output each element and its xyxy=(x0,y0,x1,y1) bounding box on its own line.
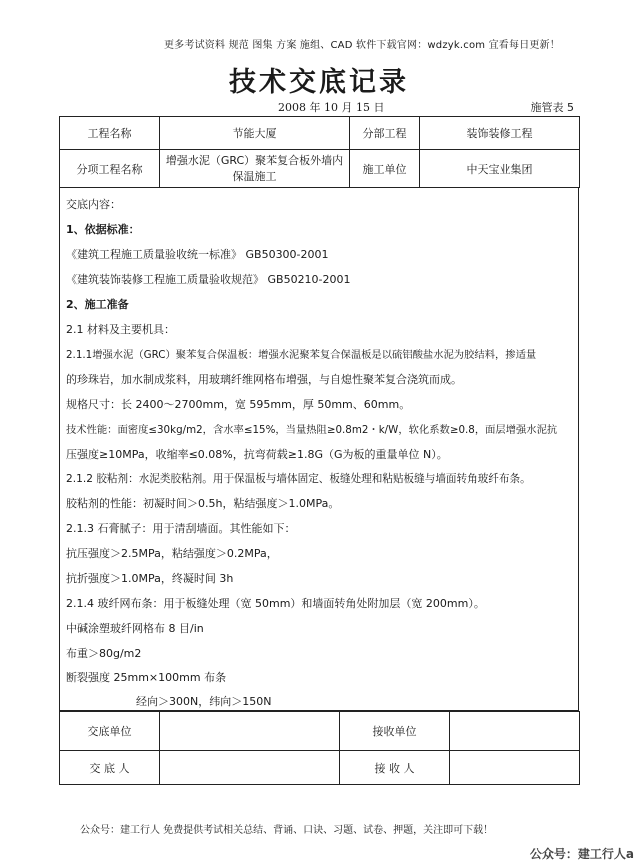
receiver-person-label: 接 收 人 xyxy=(340,751,450,785)
para-2-1-1-line-1: 2.1.1增强水泥（GRC）聚苯复合保温板：增强水泥聚苯复合保温板是以硫铝酸盐水泥为胶结料，掺适量 xyxy=(66,349,537,361)
watermark: 公众号：建工行人a xyxy=(529,847,634,861)
unit-label: 施工单位 xyxy=(350,150,420,188)
mesh-warp-weft: 经向＞300N，纬向＞150N xyxy=(136,695,272,708)
receiver-person-value[interactable] xyxy=(450,751,580,785)
para-2-1-2: 2.1.2 胶粘剂：水泥类胶粘剂。用于保温板与墙体固定、板缝处理和粘贴板缝与墙面转角玻纤布条。 xyxy=(66,473,531,485)
project-label: 工程名称 xyxy=(60,117,160,150)
item-value-line-1: 增强水泥（GRC）聚苯复合板外墙内 xyxy=(165,153,344,167)
para-2-1-3: 2.1.3 石膏腻子：用于清刮墙面。其性能如下： xyxy=(66,522,296,535)
receiver-unit-label: 接收单位 xyxy=(340,712,450,751)
handover-unit-label: 交底单位 xyxy=(60,712,160,751)
handover-person-label: 交 底 人 xyxy=(60,751,160,785)
top-note: 更多考试资料 规范 图集 方案 施组、CAD 软件下载官网：wdzyk.com 宜看每日更新！ xyxy=(163,40,560,51)
mesh-weight: 布重＞80g/m2 xyxy=(66,647,142,660)
sub-project-value: 装饰装修工程 xyxy=(420,117,580,150)
unit-value: 中天宝业集团 xyxy=(420,150,580,188)
signature-table xyxy=(59,711,580,785)
receiver-unit-value[interactable] xyxy=(450,712,580,751)
putty-strength-2: 抗折强度＞1.0MPa，终凝时间 3h xyxy=(66,572,234,585)
document-title: 技术交底记录 xyxy=(229,67,409,98)
content-block xyxy=(59,187,579,711)
tech-performance-line-1: 技术性能：面密度≤30kg/m2，含水率≤15%，当量热阻≥0.8m2・k/W，软化系数≥0.8，面层增强水泥抗 xyxy=(66,424,558,436)
section-1-title: 1、依据标准： xyxy=(66,223,140,236)
section-2-title: 2、施工准备 xyxy=(66,298,129,311)
standard-2: 《建筑装饰装修工程施工质量验收规范》 GB50210-2001 xyxy=(66,273,351,286)
tech-performance-line-2: 压强度≥10MPa，收缩率≤0.08%，抗弯荷载≥1.8G（G为板的重量单位 N）。 xyxy=(66,448,448,461)
mesh-spec: 中碱涂塑玻纤网格布 8 目/in xyxy=(66,622,204,635)
mesh-breaking-strength: 断裂强度 25mm×100mm 布条 xyxy=(66,671,227,684)
signature-row-person xyxy=(60,751,580,785)
subsection-2-1: 2.1 材料及主要机具： xyxy=(66,323,175,336)
handover-person-value[interactable] xyxy=(160,751,340,785)
header-table xyxy=(59,116,580,188)
signature-row-unit xyxy=(60,712,580,751)
item-label: 分项工程名称 xyxy=(60,150,160,188)
project-value: 节能大厦 xyxy=(160,117,350,150)
header-row-item xyxy=(60,150,580,188)
item-value-line-2: 保温施工 xyxy=(232,169,277,183)
standard-1: 《建筑工程施工质量验收统一标准》 GB50300-2001 xyxy=(66,248,329,261)
handover-unit-value[interactable] xyxy=(160,712,340,751)
form-number: 施管表 5 xyxy=(530,101,574,114)
putty-strength-1: 抗压强度＞2.5MPa，粘结强度＞0.2MPa， xyxy=(66,547,278,560)
sub-project-label: 分部工程 xyxy=(350,117,420,150)
para-2-1-4: 2.1.4 玻纤网布条：用于板缝处理（宽 50mm）和墙面转角处附加层（宽 200mm）。 xyxy=(66,597,485,610)
header-row-project xyxy=(60,117,580,150)
para-2-1-1-line-2: 的珍珠岩，加水制成浆料，用玻璃纤维网格布增强，与自熄性聚苯复合浇筑而成。 xyxy=(66,373,462,386)
adhesive-performance: 胶粘剂的性能：初凝时间＞0.5h，粘结强度＞1.0MPa。 xyxy=(66,497,340,510)
content-heading: 交底内容： xyxy=(66,198,121,211)
document-date: 2008 年 10 月 15 日 xyxy=(278,101,385,114)
item-value xyxy=(160,150,350,188)
spec-size: 规格尺寸：长 2400～2700mm，宽 595mm，厚 50mm、60mm。 xyxy=(66,398,411,411)
bottom-note: 公众号：建工行人 免费提供考试相关总结、背诵、口诀、习题、试卷、押题，关注即可下载！ xyxy=(80,825,494,836)
